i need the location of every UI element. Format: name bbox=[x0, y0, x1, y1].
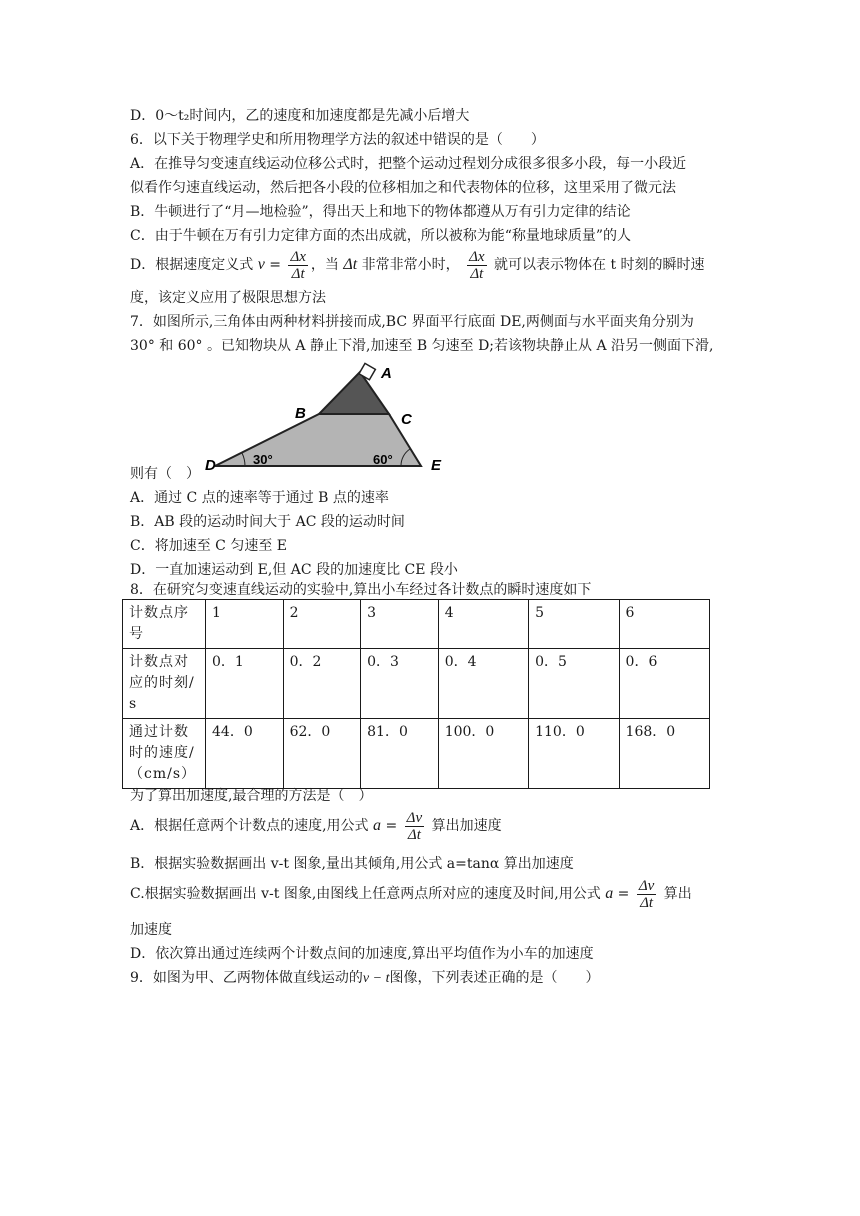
table-cell: 5 bbox=[529, 600, 619, 649]
table-row bbox=[123, 649, 710, 719]
q7-option-a: A．通过 C 点的速率等于通过 B 点的速率 bbox=[130, 490, 389, 506]
table-cell: 4 bbox=[438, 600, 528, 649]
angle-label-right: 60° bbox=[373, 452, 393, 467]
table-row bbox=[123, 600, 710, 649]
table-cell: 2 bbox=[283, 600, 361, 649]
q6-option-b: B．牛顿进行了“月—地检验”，得出天上和地下的物体都遵从万有引力定律的结论 bbox=[130, 204, 631, 220]
line-d-prev: D．0～t₂时间内，乙的速度和加速度都是先减小后增大 bbox=[130, 108, 470, 124]
equals-sign: = bbox=[617, 886, 630, 902]
equals-sign: = bbox=[385, 818, 398, 834]
table-cell: 168．0 bbox=[619, 719, 709, 789]
question-9: 9．如图为甲、乙两物体做直线运动的v − t图像，下列表述正确的是（ ） bbox=[130, 970, 600, 986]
angle-label-left: 30° bbox=[253, 452, 273, 467]
q8-option-b: B．根据实验数据画出 v-t 图象,量出其倾角,用公式 a=tanα 算出加速度 bbox=[130, 856, 574, 872]
velocity-fraction-2: $\frac{\Delta x}{\Delta t}$ bbox=[469, 248, 485, 282]
table-cell: 计数点对应的时刻/s bbox=[123, 649, 206, 719]
table-cell: 6 bbox=[619, 600, 709, 649]
table-cell: 1 bbox=[206, 600, 284, 649]
label-d: D bbox=[205, 457, 216, 474]
q6-option-c: C．由于牛顿在万有引力定律方面的杰出成就，所以被称为能“称量地球质量”的人 bbox=[130, 228, 632, 244]
vt-symbol: v − t bbox=[362, 971, 390, 986]
label-e: E bbox=[431, 457, 442, 474]
question-7-stem-end: 则有（ ） bbox=[130, 466, 200, 482]
label-c: C bbox=[401, 411, 412, 428]
table-cell: 通过计数时的速度/（cm/s） bbox=[123, 719, 206, 789]
q8-prompt: 为了算出加速度,最合理的方法是（ ） bbox=[130, 788, 373, 804]
acceleration-fraction: $\frac{\Delta v}{\Delta t}$ bbox=[406, 809, 423, 843]
q6-option-d-line1: D．根据速度定义式 v = $\frac{\Delta x}{\Delta t}$ ，当 Δt 非常非常小时， $\frac{\Delta x}{\Delta t}$ 就可以表示物体在 t 时刻的瞬时速 bbox=[130, 248, 705, 282]
q7-option-d: D．一直加速运动到 E,但 AC 段的加速度比 CE 段小 bbox=[130, 562, 458, 578]
q7-option-b: B．AB 段的运动时间大于 AC 段的运动时间 bbox=[130, 514, 405, 530]
q8-option-a: A．根据任意两个计数点的速度,用公式 a = $\frac{\Delta v}{\Delta t}$ 算出加速度 bbox=[130, 809, 502, 843]
velocity-fraction: $\frac{\Delta x}{\Delta t}$ bbox=[290, 248, 306, 282]
table-cell: 62．0 bbox=[283, 719, 361, 789]
table-cell: 0．5 bbox=[529, 649, 619, 719]
question-6: 6．以下关于物理学史和所用物理学方法的叙述中错误的是（ ） bbox=[130, 132, 545, 148]
table-cell: 计数点序号 bbox=[123, 600, 206, 649]
table-cell: 100．0 bbox=[438, 719, 528, 789]
q6-option-d-line2: 度，该定义应用了极限思想方法 bbox=[130, 290, 326, 306]
delta-t-symbol: Δt bbox=[343, 256, 358, 273]
question-7-line2: 30° 和 60° 。已知物块从 A 静止下滑,加速至 B 匀速至 D;若该物块静止从 A 沿另一侧面下滑, bbox=[130, 338, 714, 354]
table-cell: 0．6 bbox=[619, 649, 709, 719]
q6-option-a-line2: 似看作匀速直线运动，然后把各小段的位移相加之和代表物体的位移，这里采用了微元法 bbox=[130, 180, 676, 196]
velocity-symbol: v bbox=[257, 256, 265, 273]
q7-option-c: C．将加速至 C 匀速至 E bbox=[130, 538, 287, 554]
table-cell: 110．0 bbox=[529, 719, 619, 789]
equals-sign: = bbox=[269, 257, 281, 273]
table-cell: 44．0 bbox=[206, 719, 284, 789]
table-cell: 0．1 bbox=[206, 649, 284, 719]
acceleration-fraction-2: $\frac{\Delta v}{\Delta t}$ bbox=[638, 877, 655, 911]
table-cell: 0．3 bbox=[361, 649, 439, 719]
q6-option-a-line1: A．在推导匀变速直线运动位移公式时，把整个运动过程划分成很多很多小段，每一小段近 bbox=[130, 156, 687, 172]
question-8: 8．在研究匀变速直线运动的实验中,算出小车经过各计数点的瞬时速度如下 bbox=[130, 582, 592, 598]
data-table bbox=[122, 599, 710, 789]
table-row bbox=[123, 719, 710, 789]
table-cell: 81．0 bbox=[361, 719, 439, 789]
triangle-upper-region bbox=[319, 372, 389, 414]
acceleration-symbol: a bbox=[605, 885, 614, 902]
q8-option-c-line2: 加速度 bbox=[130, 922, 172, 938]
q8-option-d: D．依次算出通过连续两个计数点间的加速度,算出平均值作为小车的加速度 bbox=[130, 946, 594, 962]
table-cell: 0．4 bbox=[438, 649, 528, 719]
question-7-line1: 7．如图所示,三角体由两种材料拼接而成,BC 界面平行底面 DE,两侧面与水平面夹角分别为 bbox=[130, 314, 694, 330]
triangle-figure bbox=[205, 362, 455, 474]
table-cell: 3 bbox=[361, 600, 439, 649]
acceleration-symbol: a bbox=[373, 817, 382, 834]
label-a: A bbox=[381, 365, 392, 382]
table-cell: 0．2 bbox=[283, 649, 361, 719]
label-b: B bbox=[295, 405, 306, 422]
q8-option-c-line1: C.根据实验数据画出 v-t 图象,由图线上任意两点所对应的速度及时间,用公式 a = $\frac{\Delta v}{\Delta t}$ 算出 bbox=[130, 877, 692, 911]
